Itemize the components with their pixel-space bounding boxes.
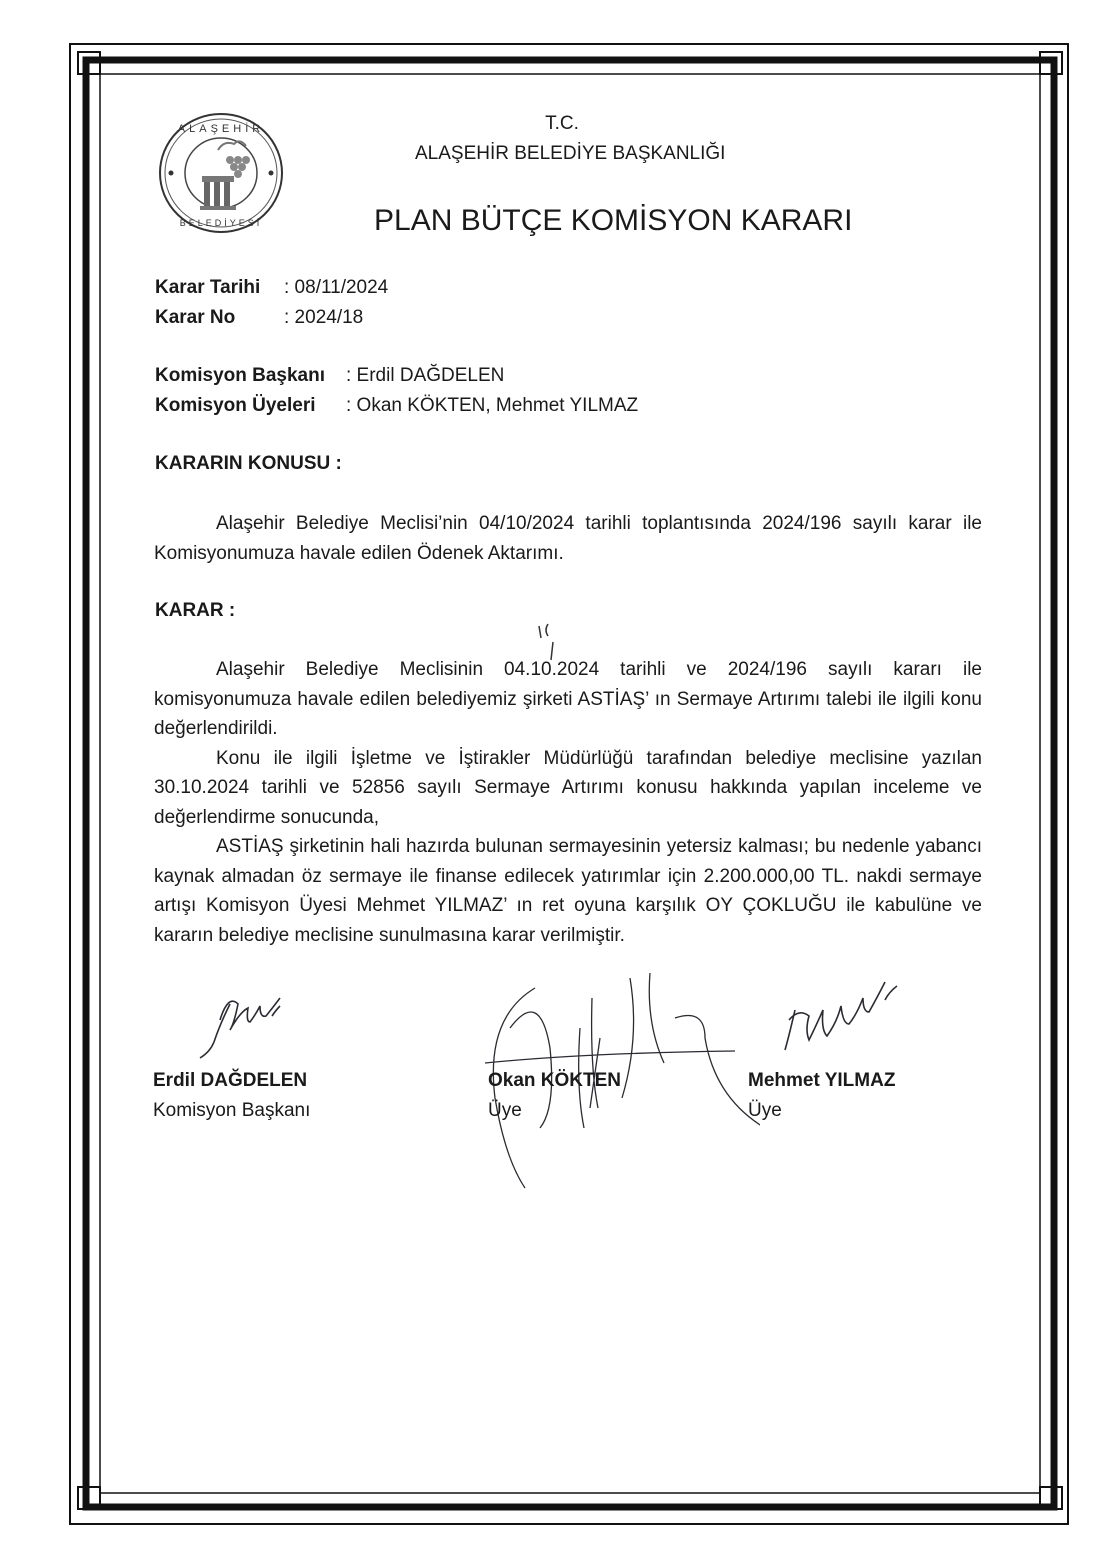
page-title: PLAN BÜTÇE KOMİSYON KARARI: [374, 204, 853, 237]
decision-paragraph-3: ASTİAŞ şirketinin hali hazırda bulunan sermayesinin yetersiz kalması; bu nedenle yabancı kaynak almadan öz sermaye ile finanse edilecek yatırımlar için 2.200.000,00 TL. nakdi sermaye artışı Komisyon Üyesi Mehmet YILMAZ’ ın ret oyuna karşılık OY ÇOKLUĞU ile kabulüne ve kararın belediye meclisine sunulmasına karar verilmiştir.: [154, 836, 982, 946]
decision-no-value: : 2024/18: [284, 307, 364, 328]
decision-date-label: Karar Tarihi: [155, 277, 261, 298]
signatory-name-3: Mehmet YILMAZ: [748, 1070, 896, 1091]
decision-heading: KARAR :: [155, 600, 236, 621]
handwritten-mark: [536, 622, 566, 662]
commission-chair-value: : Erdil DAĞDELEN: [346, 365, 505, 386]
seal-bottom-text: BELEDİYESİ: [179, 218, 263, 228]
signatory-role-2: Üye: [488, 1100, 522, 1121]
subject-text-block: [154, 509, 982, 568]
signatory-name-1: Erdil DAĞDELEN: [153, 1070, 308, 1091]
header-institution: ALAŞEHİR BELEDİYE BAŞKANLIĞI: [415, 143, 726, 164]
signatory-role-1: Komisyon Başkanı: [153, 1100, 311, 1121]
header-tc: T.C.: [545, 113, 579, 134]
signatory-role-3: Üye: [748, 1100, 782, 1121]
commission-members-value: : Okan KÖKTEN, Mehmet YILMAZ: [346, 395, 639, 416]
decision-text-block: [154, 655, 982, 950]
signature-mehmet: [775, 980, 925, 1060]
decision-paragraph-2: Konu ile ilgili İşletme ve İştirakler Müdürlüğü tarafından belediye meclisine yazılan 30.10.2024 tarihli ve 52856 sayılı Sermaye Artırımı konusu hakkında yapılan inceleme ve değerlendirme sonucunda,: [154, 747, 982, 828]
decision-no-label: Karar No: [155, 307, 236, 328]
commission-members-label: Komisyon Üyeleri: [155, 395, 316, 416]
signature-erdil: [190, 990, 310, 1066]
seal-top-text: ALAŞEHİR: [177, 123, 265, 135]
commission-chair-label: Komisyon Başkanı: [155, 365, 325, 386]
subject-text: Alaşehir Belediye Meclisi’nin 04/10/2024 tarihli toplantısında 2024/196 sayılı karar ile Komisyonumuza havale edilen Ödenek Aktarımı.: [154, 513, 982, 564]
decision-date-value: : 08/11/2024: [284, 277, 389, 298]
municipality-seal: [158, 112, 284, 234]
signatory-name-2: Okan KÖKTEN: [488, 1070, 622, 1091]
subject-heading: KARARIN KONUSU :: [155, 453, 342, 474]
decision-paragraph-1: Alaşehir Belediye Meclisinin 04.10.2024 tarihli ve 2024/196 sayılı kararı ile komisyonumuza havale edilen belediyemiz şirketi ASTİAŞ’ ın Sermaye Artırımı talebi ile ilgili konu değerlendirildi.: [154, 659, 982, 739]
